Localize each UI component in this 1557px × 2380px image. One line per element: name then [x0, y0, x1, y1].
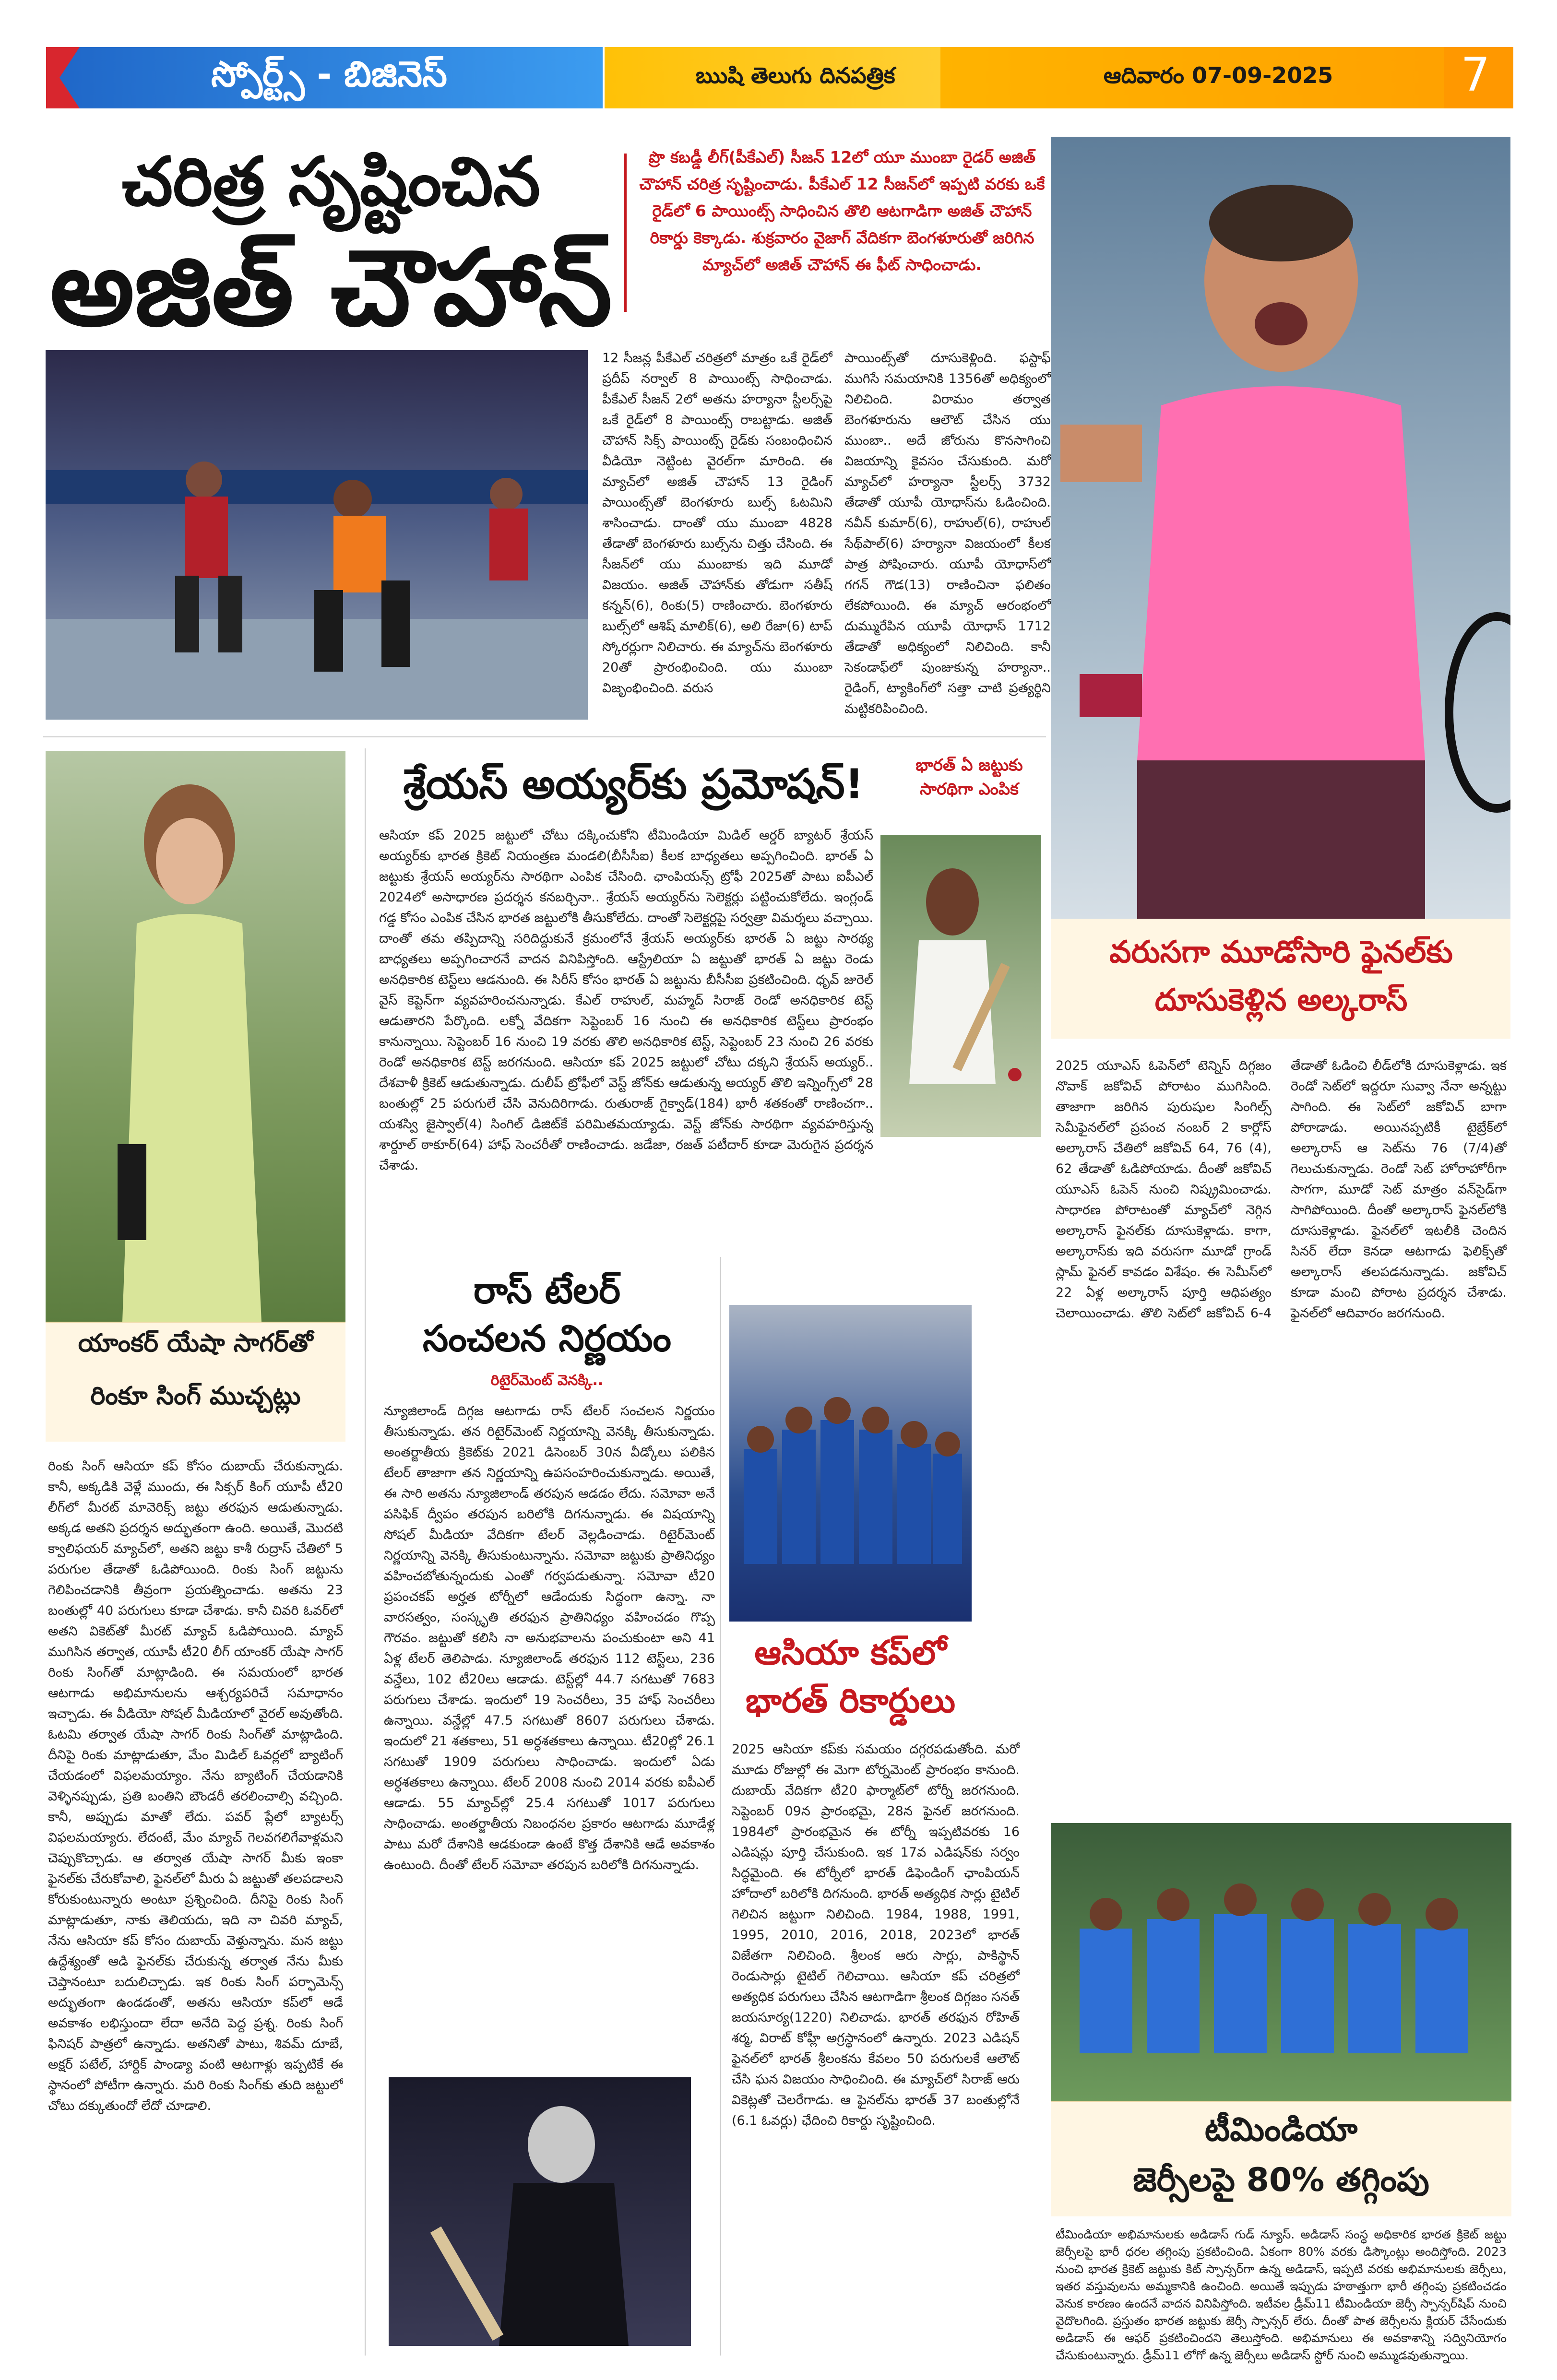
story2-kicker: భారత్ ఏ జట్టుకు సారథిగా ఎంపిక — [915, 756, 1023, 799]
anchor-illustration — [46, 751, 345, 1322]
story3-headline: వరుసగా మూడోసారి ఫైనల్‌కు దూసుకెళ్లిన అల్కరాస్ — [1109, 935, 1453, 1018]
story7-caption-line2: జెర్సీలపై 80% తగ్గింపు — [1133, 2161, 1429, 2199]
row-rule — [43, 736, 1046, 737]
story4-headline-line2: సంచలన నిర్ణయం — [422, 1317, 672, 1360]
photo-anchor — [46, 751, 345, 1322]
photo-alcaraz — [1051, 137, 1510, 919]
issue-date: ఆదివారం 07-09-2025 — [1104, 62, 1333, 88]
story3-body-text: 2025 యూఎస్ ఓపెన్‌లో టెన్నిస్ దిగ్గజం నొవాక్ జకోవిచ్ పోరాటం ముగిసింది. తాజాగా జరిగిన పురుషుల సింగిల్స్ సెమీఫైనల్‌లో ప్రపంచ నంబర్ 2 కార్లోస్ అల్కారాస్ చేతిలో జకోవిచ్ 64, 76 (4), 62 తేడాతో ఓడిపోయాడు. దీంతో జకోవిచ్ యూఎస్ ఓపెన్ నుంచి నిష్క్రమించాడు. సాధారణ పోరాటంతో మ్యాచ్‌లో నెగ్గిన అల్కారాస్ ఫైనల్‌కు దూసుకెళ్లాడు. కాగా, అల్కారాస్‌కు ఇది వరుసగా మూడో గ్రాండ్ స్లామ్ ఫైనల్ కావడం విశేషం. ఈ సెమీస్‌లో 22 ఏళ్ల అల్కారాస్ పూర్తి ఆధిపత్యం చెలాయించాడు. తొలి సెట్‌లో జకోవిచ్ 6-4 తేడాతో ఓడించి లీడ్‌లోకి దూసుకెళ్లాడు. ఇక రెండో సెట్‌లో ఇద్దరూ సువ్వా నేనా అన్నట్టు సాగింది. ఈ సెట్‌లో జకోవిచ్ బాగా పోరాడాడు. అయినప్పటికీ టైబ్రేక్‌లో అల్కారాస్ ఆ సెట్‌ను 76 (7/4)తో గెలుచుకున్నాడు. రెండో సెట్ హోరాహోరీగా సాగగా, మూడో సెట్ మాత్రం వన్‌సైడ్‌గా సాగిపోయింది. దీంతో అల్కారాస్ ఫైనల్‌లోకి దూసుకెళ్లాడు. ఫైనల్‌లో ఇటలీకి చెందిన సినర్ లేదా కెనడా ఆటగాడు ఫెలిక్స్‌తో అల్కారాస్ తలపడనున్నాడు. జకోవిచ్ కూడా మంచి పోరాట ప్రదర్శన చేశాడు. ఫైనల్‌లో ఆదివారం జరగనుంది. — [1056, 1058, 1507, 1321]
story3-body — [1056, 1055, 1507, 1804]
column-rule — [720, 1257, 721, 2356]
story4-kicker: రిటైర్‌మెంట్ వెనక్కి.. — [490, 1372, 604, 1389]
story1-deck: ప్రొ కబడ్డీ లీగ్(పీకేఎల్) సీజన్ 12లో యూ ముంబా రైడర్ అజిత్ చౌహాన్ చరిత్ర సృష్టించాడు. పీకేఎల్ 12 సీజన్‌లో ఇప్పటి వరకు ఒకే రైడ్‌లో 6 పాయింట్స్ సాధించిన తొలి ఆటగాడిగా అజిత్ చౌహాన్ రికార్డు కెక్కాడు. శుక్రవారం వైజాగ్ వేదికగా బెంగళూరుతో జరిగిన మ్యాచ్‌లో అజిత్ చౌహాన్ ఈ ఫీట్ సాధించాడు. — [639, 148, 1045, 274]
story4-body-text: న్యూజిలాండ్ దిగ్గజ ఆటగాడు రాస్ టేలర్ సంచలన నిర్ణయం తీసుకున్నాడు. తన రిటైర్‌మెంట్ నిర్ణయాన్ని వెనక్కి తీసుకున్నాడు. అంతర్జాతీయ క్రికెట్‌కు 2021 డిసెంబర్ 30న వీడ్కోలు పలికిన టేలర్ తాజాగా తన నిర్ణయాన్ని ఉపసంహరించుకున్నాడు. అయితే, ఈ సారి అతను న్యూజిలాండ్ తరపున ఆడడం లేదు. సమోవా అనే పసిఫిక్ ద్వీపం తరపున బరిలోకి దిగనున్నాడు. ఈ విషయాన్ని సోషల్ మీడియా వేదికగా టేలర్ వెల్లడించాడు. రిటైర్‌మెంట్ నిర్ణయాన్ని వెనక్కి తీసుకుంటున్నాను. సమోవా జట్టుకు ప్రాతినిధ్యం వహించబోతున్నందుకు ఎంతో గర్వపడుతున్నా. సమోవా టీ20 ప్రపంచకప్ అర్హత టోర్నీలో ఆడేందుకు సిద్ధంగా ఉన్నా. నా వారసత్వం, సంస్కృతి తరఫున ప్రాతినిధ్యం వహించడం గొప్ప గౌరవం. జట్టుతో కలిసి నా అనుభవాలను పంచుకుంటా అని 41 ఏళ్ల టేలర్ తెలిపాడు. న్యూజిలాండ్ తరఫున 112 టెస్ట్‌లు, 236 వన్డేలు, 102 టీ20లు ఆడాడు. టెస్ట్‌ల్లో 44.7 సగటుతో 7683 పరుగులు చేశాడు. ఇందులో 19 సెంచరీలు, 35 హాఫ్ సెంచరీలు ఉన్నాయి. వన్డేల్లో 47.5 సగటుతో 8607 పరుగులు చేశాడు. ఇందులో 21 శతకాలు, 51 అర్ధశతకాలు ఉన్నాయి. టీ20ల్లో 26.1 సగటుతో 1909 పరుగులు సాధించాడు. ఇందులో ఏడు అర్ధశతకాలు ఉన్నాయి. టేలర్ 2008 నుంచి 2014 వరకు ఐపీఎల్ ఆడాడు. 55 మ్యాచ్‌ల్లో 25.4 సగటుతో 1017 పరుగులు సాధించాడు. అంతర్జాతీయ నిబంధనల ప్రకారం ఆటగాడు మూడేళ్ల పాటు మరో దేశానికి ఆడకుండా ఉంటే కొత్త దేశానికి ఆడే అవకాశం ఉంటుంది. దీంతో టేలర్ సమోవా తరపున బరిలోకి దిగనున్నాడు. — [384, 1404, 715, 1872]
taylor-illustration — [389, 2077, 691, 2346]
story1-headline-line2: అజిత్ చౌహాన్ — [50, 226, 612, 349]
alcaraz-illustration — [1051, 137, 1510, 919]
kabaddi-illustration — [46, 350, 588, 720]
story5-body-text: 2025 ఆసియా కప్‌కు సమయం దగ్గరపడుతోంది. మరో మూడు రోజుల్లో ఈ మెగా టోర్నమెంట్ ప్రారంభం కానుంది. దుబాయ్ వేదికగా టీ20 ఫార్మాట్‌లో టోర్నీ జరగనుంది. సెప్టెంబర్ 09న ప్రారంభమై, 28న ఫైనల్ జరగనుంది. 1984లో ప్రారంభమైన ఈ టోర్నీ ఇప్పటివరకు 16 ఎడిషన్లు పూర్తి చేసుకుంది. ఇక 17వ ఎడిషన్‌కు సర్వం సిద్ధమైంది. ఈ టోర్నీలో భారత్ డిఫెండింగ్ ఛాంపియన్ హోదాలో బరిలోకి దిగనుంది. భారత్ అత్యధిక సార్లు టైటిల్ గెలిచిన జట్టుగా నిలిచింది. 1984, 1988, 1991, 1995, 2010, 2016, 2018, 2023లో భారత్ విజేతగా నిలిచింది. శ్రీలంక ఆరు సార్లు, పాకిస్థాన్ రెండుసార్లు టైటిల్ గెలిచాయి. ఆసియా కప్ చరిత్రలో అత్యధిక పరుగులు చేసిన ఆటగాడిగా శ్రీలంక దిగ్గజం సనత్ జయసూర్య(1220) నిలిచాడు. భారత్ తరఫున రోహిత్ శర్మ, విరాట్ కోహ్లీ అగ్రస్థానంలో ఉన్నారు. 2023 ఎడిషన్ ఫైనల్‌లో భారత్ శ్రీలంకను కేవలం 50 పరుగులకే ఆలౌట్ చేసి ఘన విజయం సాధించింది. ఈ మ్యాచ్‌లో సిరాజ్ ఆరు వికెట్లతో చెలరేగాడు. ఆ ఫైనల్‌ను భారత్ 37 బంతుల్లోనే (6.1 ఓవర్లు) ఛేదించి రికార్డు సృష్టించింది. — [732, 1742, 1020, 2128]
story5-headline-line1: ఆసియా కప్‌లో — [754, 1633, 947, 1672]
photo-kabaddi — [46, 350, 588, 720]
story7-caption-line1: టీమిండియా — [1204, 2111, 1358, 2149]
deck-rule — [624, 154, 627, 312]
photo-team-celebration — [729, 1305, 972, 1622]
story7-body-text: టీమిండియా అభిమానులకు అడిడాస్ గుడ్ న్యూస్. అడిడాస్ సంస్థ అధికారిక భారత క్రికెట్ జట్టు జెర్సీలపై భారీ ధరల తగ్గింపు ప్రకటించింది. ఏకంగా 80% వరకు డిస్కౌంట్లు అందిస్తోంది. 2023 నుంచి భారత క్రికెట్ జట్టుకు కిట్ స్పాన్సర్‌గా ఉన్న అడిడాస్, ఇప్పటి వరకు అభిమానులకు జెర్సీలు, ఇతర వస్తువులను అమ్మకానికి ఉంచింది. అయితే ఇప్పుడు హఠాత్తుగా భారీ తగ్గింపు ప్రకటించడం వెనుక కారణం ఉందనే వాదన వినిపిస్తోంది. ఇటీవల డ్రీమ్11 టీమిండియా జెర్సీ స్పాన్సర్‌షిప్ నుంచి వైదొలగింది. ప్రస్తుతం భారత జట్టుకు జెర్సీ స్పాన్సర్ లేరు. దీంతో పాత జెర్సీలను క్లియర్ చేసేందుకు అడిడాస్ ఈ ఆఫర్ ప్రకటించిందని తెలుస్తోంది. అభిమానులు ఈ అవకాశాన్ని సద్వినియోగం చేసుకుంటున్నారు. డ్రీమ్11 లోగో ఉన్న జెర్సీలు అడిడాస్ స్టోర్ నుంచి అమ్ముడవుతున్నాయి. — [1056, 2227, 1507, 2362]
story5-body — [732, 1739, 1020, 2358]
story6-body — [48, 1456, 343, 2358]
paper-name: ఋషి తెలుగు దినపత్రిక — [696, 62, 895, 88]
photo-team-walk — [1051, 1823, 1511, 2101]
story4-body — [384, 1401, 715, 2053]
celebration-illustration — [729, 1305, 972, 1622]
page-number: 7 — [1461, 48, 1490, 102]
story1-body-col1 — [602, 348, 832, 722]
story2-body-text: ఆసియా కప్ 2025 జట్టులో చోటు దక్కించుకోని టీమిండియా మిడిల్ ఆర్డర్ బ్యాటర్ శ్రేయస్ అయ్యర్‌కు భారత క్రికెట్ నియంత్రణ మండలి(బీసీసీఐ) కీలక బాధ్యతలు అప్పగించింది. భారత్ ఏ జట్టుకు శ్రేయస్ అయ్యర్‌ను సారథిగా ఎంపిక చేసింది. ఛాంపియన్స్ ట్రోఫీ 2025తో పాటు ఐపీఎల్ 2024లో అసాధారణ ప్రదర్శన కనబర్చినా.. శ్రేయస్ అయ్యర్‌ను సెలెక్టర్లు పట్టించుకోలేదు. ఇంగ్లండ్ గడ్డ కోసం ఎంపిక చేసిన భారత జట్టులోకి తీసుకోలేదు. దాంతో సెలెక్టర్లపై సర్వత్రా విమర్శలు వచ్చాయి. దాంతో తమ తప్పిదాన్ని సరిదిద్దుకునే క్రమంలోనే శ్రేయస్ అయ్యర్‌కు భారత్ ఏ జట్టు సారథ్య బాధ్యతలు అప్పగించారనే వాదన వినిపిస్తోంది. ఆస్ట్రేలియా ఏ జట్టుతో భారత్ ఏ జట్టు రెండు అనధికారిక టెస్ట్‌లు ఆడనుంది. ఈ సిరీస్ కోసం భారత్ ఏ జట్టును బీసీసీఐ ప్రకటించింది. ధృవ్ జురెల్ వైస్ కెప్టెన్‌గా వ్యవహరించనున్నాడు. కేఎల్ రాహుల్, మహ్మద్ సిరాజ్ రెండో అనధికారిక టెస్ట్ ఆడుతారని పేర్కొంది. లక్నో వేదికగా సెప్టెంబర్ 16 నుంచి ఈ అనధికారిక టెస్ట్‌లు ప్రారంభం కానున్నాయి. సెప్టెంబర్ 16 నుంచి 19 వరకు తొలి అనధికారిక టెస్ట్, సెప్టెంబర్ 23 నుంచి 26 వరకు రెండో అనధికారిక టెస్ట్ జరగనుంది. ఆసియా కప్ 2025 జట్టులో చోటు దక్కని శ్రేయస్ అయ్యర్.. దేశవాళీ క్రికెట్ ఆడుతున్నాడు. దులీప్ ట్రోఫీలో వెస్ట్ జోన్‌కు ఆడుతున్న అయ్యర్ తొలి ఇన్నింగ్స్‌లో 28 బంతుల్లో 25 పరుగులే చేసి వెనుదిరిగాడు. రుతురాజ్ గైక్వాడ్(184) భారీ శతకంతో రాణించగా.. యశస్వి జైస్వాల్(4) సింగిల్ డిజిట్‌కే పరిమితమయ్యాడు. వెస్ట్ జోన్‌కు సారథిగా వ్యవహరిస్తున్న శార్దూల్ ఠాకూర్(64) హాఫ్ సెంచరీతో రాణించాడు. జడేజా, రజత్ పటీదార్ కూడా మెరుగైన ప్రదర్శన చేశాడు. — [379, 828, 873, 1173]
story2-headline: శ్రేయస్ అయ్యర్‌కు ప్రమోషన్! — [403, 760, 864, 808]
story1-body-col1-text: 12 సీజన్ల పీకేఎల్ చరిత్రలో మాత్రం ఒకే రైడ్‌లో ప్రదీప్ నర్వాల్ 8 పాయింట్స్ సాధించాడు. పీకేఎల్ సీజన్ 2లో అతను హర్యానా స్టీలర్స్‌పై ఒకే రైడ్‌లో 8 పాయింట్స్ రాబట్టాడు. అజిత్ చౌహాన్ సిక్స్ పాయింట్స్ రైడ్‌కు సంబంధించిన వీడియో నెట్టింట వైరల్‌గా మారింది. ఈ మ్యాచ్‌లో అజిత్ చౌహాన్ 13 రైడింగ్ పాయింట్స్‌తో బెంగళూరు బుల్స్ ఓటమిని శాసించాడు. దాంతో యు ముంబా 4828 తేడాతో బెంగళూరు బుల్స్‌ను చిత్తు చేసింది. ఈ సీజన్‌లో యు ముంబాకు ఇది మూడో విజయం. అజిత్ చౌహాన్‌కు తోడుగా సతీష్ కన్నన్(6), రింకు(5) రాణించారు. బెంగళూరు బుల్స్‌లో ఆశిష్ మాలిక్(6), అలి రేజా(6) టాప్ స్కోరర్లుగా నిలిచారు. ఈ మ్యాచ్‌ను బెంగళూరు 20తో ప్రారంభించింది. యు ముంబా విజృంభించింది. వరుస — [602, 351, 832, 696]
section-name: స్పోర్ట్స్ - బిజినెస్ — [211, 54, 447, 95]
story7-body — [1056, 2226, 1507, 2370]
story6-body-text: రింకు సింగ్ ఆసియా కప్ కోసం దుబాయ్ చేరుకున్నాడు. కానీ, అక్కడికి వెళ్లే ముందు, ఈ సిక్సర్ కింగ్ యూపీ టీ20 లీగ్‌లో మీరట్ మావెరిక్స్ జట్టు తరఫున ఆడుతున్నాడు. అక్కడ అతని ప్రదర్శన అద్భుతంగా ఉంది. అయితే, మొదటి క్వాలిఫయర్ మ్యాచ్‌లో, అతని జట్టు కాశీ రుద్రాస్ చేతిలో 5 పరుగుల తేడాతో ఓడిపోయింది. రింకు సింగ్ జట్టును గెలిపించడానికి తీవ్రంగా ప్రయత్నించాడు. అతను 23 బంతుల్లో 40 పరుగులు కూడా చేశాడు. కానీ చివరి ఓవర్‌లో అతని వికెట్‌తో మీరట్ మ్యాచ్ ఓడిపోయింది. మ్యాచ్ ముగిసిన తర్వాత, యూపీ టీ20 లీగ్ యాంకర్ యేషా సాగర్ రింకు సింగ్‌తో మాట్లాడింది. ఈ సమయంలో భారత ఆటగాడు అభిమానులను ఆశ్చర్యపరిచే సమాధానం ఇచ్చాడు. ఈ వీడియో సోషల్ మీడియాలో వైరల్ అవుతోంది. ఓటమి తర్వాత యేషా సాగర్ రింకు సింగ్‌తో మాట్లాడింది. దీనిపై రింకు మాట్లాడుతూ, మేం మిడిల్ ఓవర్లలో బ్యాటింగ్ చేయడంలో విఫలమయ్యాం. నేను బ్యాటింగ్ చేయడానికి వెళ్ళినప్పుడు, ప్రతి బంతిని బౌండరీ తరలించాల్సి వచ్చింది. కానీ, అప్పుడు మాతో లేదు. పవర్ ప్లేలో బ్యాటర్స్ విఫలమయ్యారు. లేదంటే, మేం మ్యాచ్ గెలవగలిగేవాళ్లమని చెప్పుకొచ్చాడు. ఆ తర్వాత యేషా సాగర్ మీకు ఇంకా ఫైనల్‌కు చేరుకోవాలి, ఫైనల్‌లో మీరు ఏ జట్టుతో తలపడాలని కోరుకుంటున్నారు అంటూ ప్రశ్నించింది. దీనిపై రింకు సింగ్ మాట్లాడుతూ, నాకు తెలియదు, ఇది నా చివరి మ్యాచ్, నేను ఆసియా కప్ కోసం దుబాయ్ వెళ్తున్నాను. మన జట్టు ఉద్దేశ్యంతో ఆడి ఫైనల్‌కు చేరుకున్న తర్వాత నేను మీకు చెప్తానంటూ బదులిచ్చాడు. ఇక రింకు సింగ్ పర్ఫామెన్స్ అద్భుతంగా ఉండడంతో, అతను ఆసియా కప్‌లో ఆడే అవకాశం లభిస్తుందా లేదా అనేది పెద్ద ప్రశ్న. రింకు సింగ్ ఫినిషర్ పాత్రలో ఉన్నాడు. అతనితో పాటు, శివమ్ దూబే, అక్షర్ పటేల్, హార్దిక్ పాండ్యా వంటి ఆటగాళ్లు ఇప్పటికే ఈ స్థానంలో పోటీగా ఉన్నారు. మరి రింకు సింగ్‌కు తుది జట్టులో చోటు దక్కుతుందో లేదో చూడాలి. — [48, 1459, 343, 2113]
teamwalk-illustration — [1051, 1823, 1511, 2101]
story1-body-col2-text: పాయింట్స్‌తో దూసుకెళ్లింది. ఫస్టాఫ్ ముగిసే సమయానికి 1356తో అధిక్యంలో నిలిచింది. విరామం తర్వాత బెంగళూరును ఆలౌట్ చేసిన యు ముంబా.. అదే జోరును కొనసాగించి విజయాన్ని కైవసం చేసుకుంది. మరో మ్యాచ్‌లో హర్యానా స్టీలర్స్ 3732 తేడాతో యూపీ యోధాస్‌ను ఓడించింది. నవీన్ కుమార్(6), రాహుల్(6), రాహుల్ సేథ్‌పాల్(6) హర్యానా విజయంలో కీలక పాత్ర పోషించారు. యూపీ యోధాస్‌లో గగన్ గౌడ(13) రాణించినా ఫలితం లేకపోయింది. ఈ మ్యాచ్ ఆరంభంలో దుమ్మురేపిన యూపీ యోధాస్ 1712 తేడాతో అధిక్యంలో నిలిచింది. కానీ సెకండాఫ్‌లో పుంజుకున్న హర్యానా.. రైడింగ్, ట్యాకింగ్‌లో సత్తా చాటి ప్రత్యర్థిని మట్టికరిపించింది. — [844, 351, 1051, 716]
story6-caption-line2: రింకూ సింగ్ ముచ్చట్లు — [90, 1382, 301, 1410]
story6-caption-line1: యాంకర్ యేషా సాగర్‌తో — [78, 1329, 313, 1358]
iyer-illustration — [880, 835, 1041, 1137]
story2-body-left — [379, 825, 873, 1247]
photo-taylor — [389, 2077, 691, 2346]
story5-headline-line2: భారత్ రికార్డులు — [745, 1681, 956, 1720]
column-rule — [365, 748, 366, 2356]
story1-body-col2 — [844, 348, 1051, 722]
story4-headline-line1: రాస్ టేలర్ — [473, 1269, 621, 1312]
story1-headline-line1: చరిత్ర సృష్టించిన — [121, 143, 541, 221]
photo-iyer — [880, 835, 1041, 1137]
